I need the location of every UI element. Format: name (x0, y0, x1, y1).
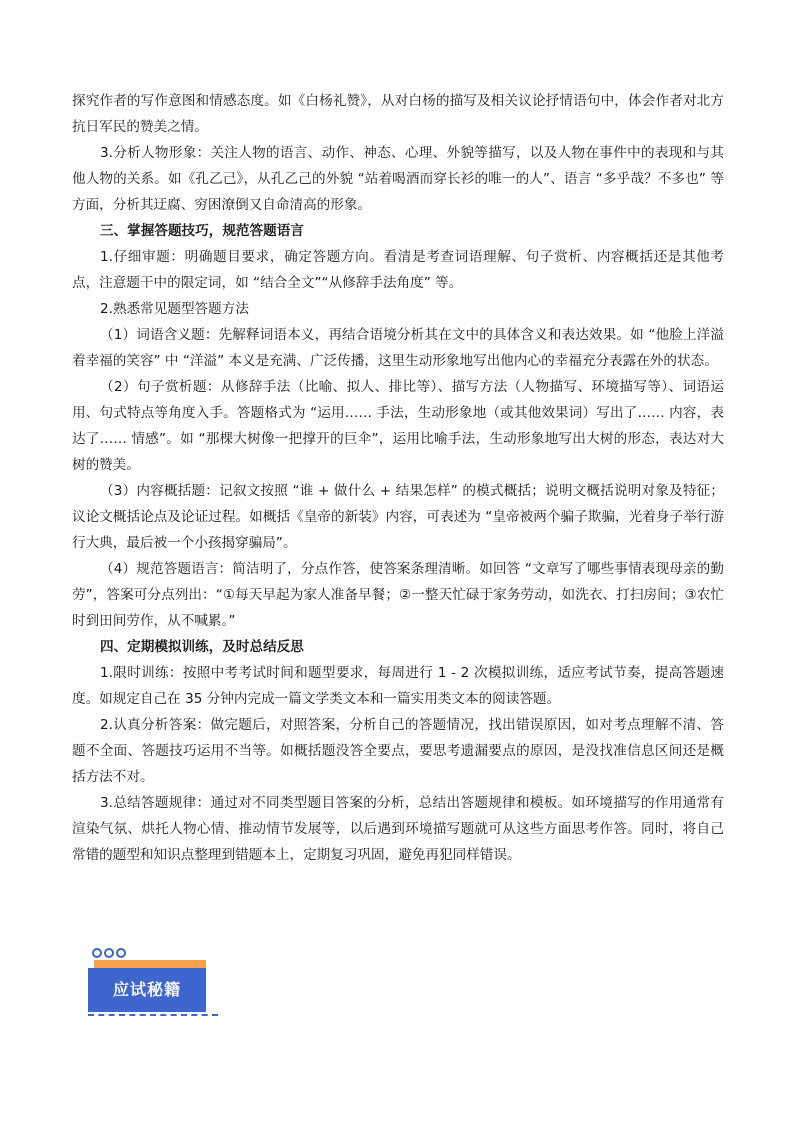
paragraph: （1）词语含义题：先解释词语本义，再结合语境分析其在文中的具体含义和表达效果。如 “他脸上洋溢着幸福的笑容” 中 “洋溢” 本义是充满、广泛传播，这里生动形象地写出他内心的幸福充分表露在外的状态。 (72, 327, 724, 369)
paragraph: 1.仔细审题：明确题目要求，确定答题方向。看清是考查词语理解、句子赏析、内容概括还是其他考点，注意题干中的限定词，如 “结合全文”“从修辞手法角度” 等。 (72, 249, 724, 291)
paragraph: （2）句子赏析题：从修辞手法（比喻、拟人、排比等）、描写方法（人物描写、环境描写等）、词语运用、句式特点等角度入手。答题格式为 “运用…… 手法，生动形象地（或其他效果词）写出了…… 内容，表达了…… 情感”。如 “那棵大树像一把撑开的巨伞”，运用比喻手法，生动形象地写出大树的形态，表达对大树的赞美。 (72, 379, 724, 473)
paragraph: 3.分析人物形象：关注人物的语言、动作、神态、心理、外貌等描写，以及人物在事件中的表现和与其他人物的关系。如《孔乙己》，从孔乙己的外貌 “站着喝酒而穿长衫的唯一的人”、语言 “多乎哉？不多也” 等方面，分析其迂腐、穷困潦倒又自命清高的形象。 (72, 145, 724, 213)
badge-dashed-line (88, 1014, 218, 1016)
paragraph: （4）规范答题语言：简洁明了，分点作答，使答案条理清晰。如回答 “文章写了哪些事情表现母亲的勤劳”，答案可分点列出：“①每天早起为家人准备早餐；②一整天忙碌于家务劳动，如洗衣、打扫房间；③农忙时到田间劳作，从不喊累。” (72, 561, 724, 629)
section-heading: 三、掌握答题技巧，规范答题语言 (100, 223, 304, 239)
body-text (72, 88, 724, 868)
sub-heading: 2.熟悉常见题型答题方法 (100, 301, 249, 317)
paragraph: 1.限时训练：按照中考考试时间和题型要求，每周进行 1 - 2 次模拟训练，适应考试节奏，提高答题速度。如规定自己在 35 分钟内完成一篇文学类文本和一篇实用类文本的阅读答题。 (72, 665, 724, 707)
exam-tips-badge (88, 948, 218, 1018)
paragraph: 2.认真分析答案：做完题后，对照答案，分析自己的答题情况，找出错误原因，如对考点理解不清、答题不全面、答题技巧运用不当等。如概括题没答全要点，要思考遗漏要点的原因，是没找准信息区间还是概括方法不对。 (72, 717, 724, 785)
section-heading: 四、定期模拟训练，及时总结反思 (100, 639, 304, 655)
ring-icon (92, 948, 126, 958)
paragraph: （3）内容概括题：记叙文按照 “谁 + 做什么 + 结果怎样” 的模式概括；说明文概括说明对象及特征；议论文概括论点及论证过程。如概括《皇帝的新装》内容，可表述为 “皇帝被两个骗子欺骗，光着身子举行游行大典，最后被一个小孩揭穿骗局”。 (72, 483, 724, 551)
badge-label: 应试秘籍 (112, 980, 181, 999)
paragraph: 3.总结答题规律：通过对不同类型题目答案的分析，总结出答题规律和模板。如环境描写的作用通常有渲染气氛、烘托人物心情、推动情节发展等，以后遇到环境描写题就可从这些方面思考作答。同时，将自己常错的题型和知识点整理到错题本上，定期复习巩固，避免再犯同样错误。 (72, 795, 724, 863)
paragraph: 探究作者的写作意图和情感态度。如《白杨礼赞》，从对白杨的描写及相关议论抒情语句中，体会作者对北方抗日军民的赞美之情。 (72, 93, 724, 135)
